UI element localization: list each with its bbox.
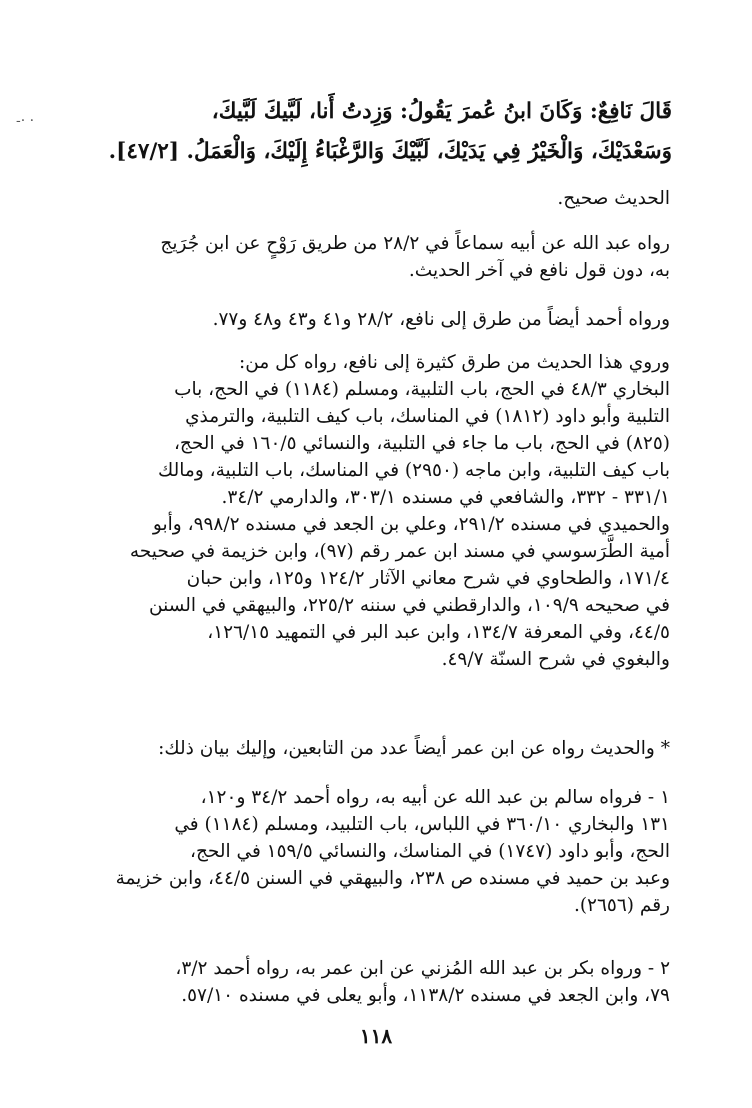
- grade-line: الحديث صحيح.: [557, 188, 670, 209]
- text-line: ٢ - ورواه بكر بن عبد الله المُزني عن ابن عمر به، رواه أحمد ٣/٢،: [175, 958, 670, 979]
- text-line: والبغوي في شرح السنّة ٤٩/٧.: [441, 649, 670, 670]
- text-line: (٨٢٥) في الحج، باب ما جاء في التلبية، والنسائي ١٦٠/٥ في الحج،: [173, 433, 670, 454]
- text-line: باب كيف التلبية، وابن ماجه (٢٩٥٠) في المناسك، باب التلبية، ومالك: [158, 460, 670, 481]
- paragraph-2: [78, 306, 670, 333]
- text-line: ٤٤/٥، وفي المعرفة ١٣٤/٧، وابن عبد البر في التمهيد ١٢٦/١٥،: [207, 622, 670, 643]
- paragraph-3: [78, 349, 670, 673]
- paragraph-5: [78, 784, 670, 919]
- margin-mark: -· ·: [16, 113, 35, 129]
- text-line: به، دون قول نافع في آخر الحديث.: [408, 260, 670, 281]
- paragraph-1: [78, 230, 670, 284]
- text-line: ١ - فرواه سالم بن عبد الله عن أبيه به، رواه أحمد ٣٤/٢ و١٢٠،: [200, 787, 670, 808]
- text-line: ١٧١/٤، والطحاوي في شرح معاني الآثار ١٢٤/٢ و١٢٥، وابن حبان: [186, 568, 670, 589]
- text-line: في صحيحه ١٠٩/٩، والدارقطني في سننه ٢٢٥/٢، والبيهقي في السنن: [149, 595, 670, 616]
- paragraph-6: [78, 955, 670, 1009]
- text-line: ٣٣١/١ - ٣٣٢، والشافعي في مسنده ٣٠٣/١، والدارمي ٣٤/٢.: [221, 487, 670, 508]
- paragraph-4: [78, 735, 670, 762]
- hadith-text: [76, 92, 672, 172]
- text-line: البخاري ٤٨/٣ في الحج، باب التلبية، ومسلم (١١٨٤) في الحج، باب: [174, 379, 670, 400]
- hadith-line: قَالَ نَافِعٌ: وَكَانَ ابنُ عُمرَ يَقُولُ: وَزِدتُ أَنا، لَبَّيكَ لَبَّيكَ،: [211, 99, 672, 124]
- text-line: وعبد بن حميد في مسنده ص ٢٣٨، والبيهقي في السنن ٤٤/٥، وابن خزيمة: [115, 868, 670, 889]
- text-line: رقم (٢٦٥٦).: [573, 895, 670, 916]
- text-line: أمية الطَّرَسوسي في مسند ابن عمر رقم (٩٧)، وابن خزيمة في صحيحه: [129, 541, 670, 562]
- text-line: رواه عبد الله عن أبيه سماعاً في ٢٨/٢ من طريق رَوْحٍ عن ابن جُرَيج: [160, 233, 670, 254]
- hadith-grade: [78, 185, 670, 212]
- text-line: ٧٩، وابن الجعد في مسنده ١١٣٨/٢، وأبو يعلى في مسنده ٥٧/١٠.: [181, 985, 670, 1006]
- text-line: * والحديث رواه عن ابن عمر أيضاً عدد من التابعين، وإليك بيان ذلك:: [158, 738, 670, 759]
- text-line: التلبية وأبو داود (١٨١٢) في المناسك، باب كيف التلبية، والترمذي: [185, 406, 670, 427]
- page-number: ١١٨: [359, 1024, 393, 1048]
- text-line: وروي هذا الحديث من طرق كثيرة إلى نافع، رواه كل من:: [239, 352, 670, 373]
- hadith-line: وَسَعْدَيْكَ، وَالْخَيْرُ فِي يَدَيْكَ، لَبَّيْكَ وَالرَّغْبَاءُ إِلَيْكَ، وَالْعَمَلُ. [٤٧/٢].: [108, 139, 672, 164]
- text-line: ١٣١ والبخاري ٣٦٠/١٠ في اللباس، باب التلبيد، ومسلم (١١٨٤) في: [174, 814, 670, 835]
- text-line: ورواه أحمد أيضاً من طرق إلى نافع، ٢٨/٢ و٤١ و٤٣ و٤٨ و٧٧.: [212, 309, 670, 330]
- text-line: والحميدي في مسنده ٢٩١/٢، وعلي بن الجعد في مسنده ٩٩٨/٢، وأبو: [152, 514, 670, 535]
- text-line: الحج، وأبو داود (١٧٤٧) في المناسك، والنسائي ١٥٩/٥ في الحج،: [190, 841, 670, 862]
